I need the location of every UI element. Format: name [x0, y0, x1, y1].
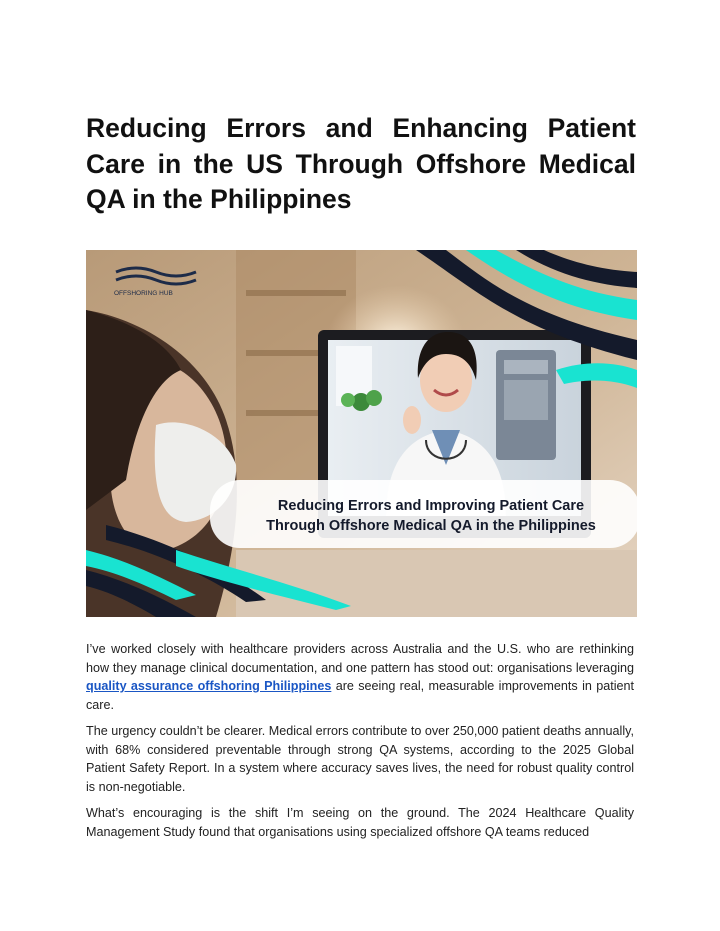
quality-assurance-link[interactable]: quality assurance offshoring Philippines	[86, 679, 332, 693]
hero-image	[86, 250, 637, 617]
svg-text:OFFSHORING HUB: OFFSHORING HUB	[114, 290, 173, 297]
hero-caption-line2: Through Offshore Medical QA in the Philippines	[266, 518, 596, 534]
paragraph-intro-text-end: are seeing real, measurable improvements in patient care.	[86, 679, 635, 712]
paragraph-shift: What’s encouraging is the shift I’m seeing on the ground. The 2024 Healthcare Quality Management Study found that organisations using specialized offshore QA teams reduced	[86, 806, 634, 839]
paragraph-urgency: The urgency couldn’t be clearer. Medical errors contribute to over 250,000 patient deaths annually, with 68% considered preventable through strong QA systems, according to the 2025 Global Patient Safety Report. In a system where accuracy saves lives, the need for robust quality control is non-negotiable.	[86, 724, 634, 794]
paragraph-intro	[86, 640, 634, 714]
page-title: Reducing Errors and Enhancing Patient Care in the US Through Offshore Medical QA in the Philippines	[86, 113, 636, 214]
paragraph-intro-text: I’ve worked closely with healthcare providers across Australia and the U.S. who are rethinking how they manage clinical documentation, and one pattern has stood out: organisations leveraging	[86, 642, 634, 675]
hero-caption-line1: Reducing Errors and Improving Patient Care	[277, 498, 585, 514]
